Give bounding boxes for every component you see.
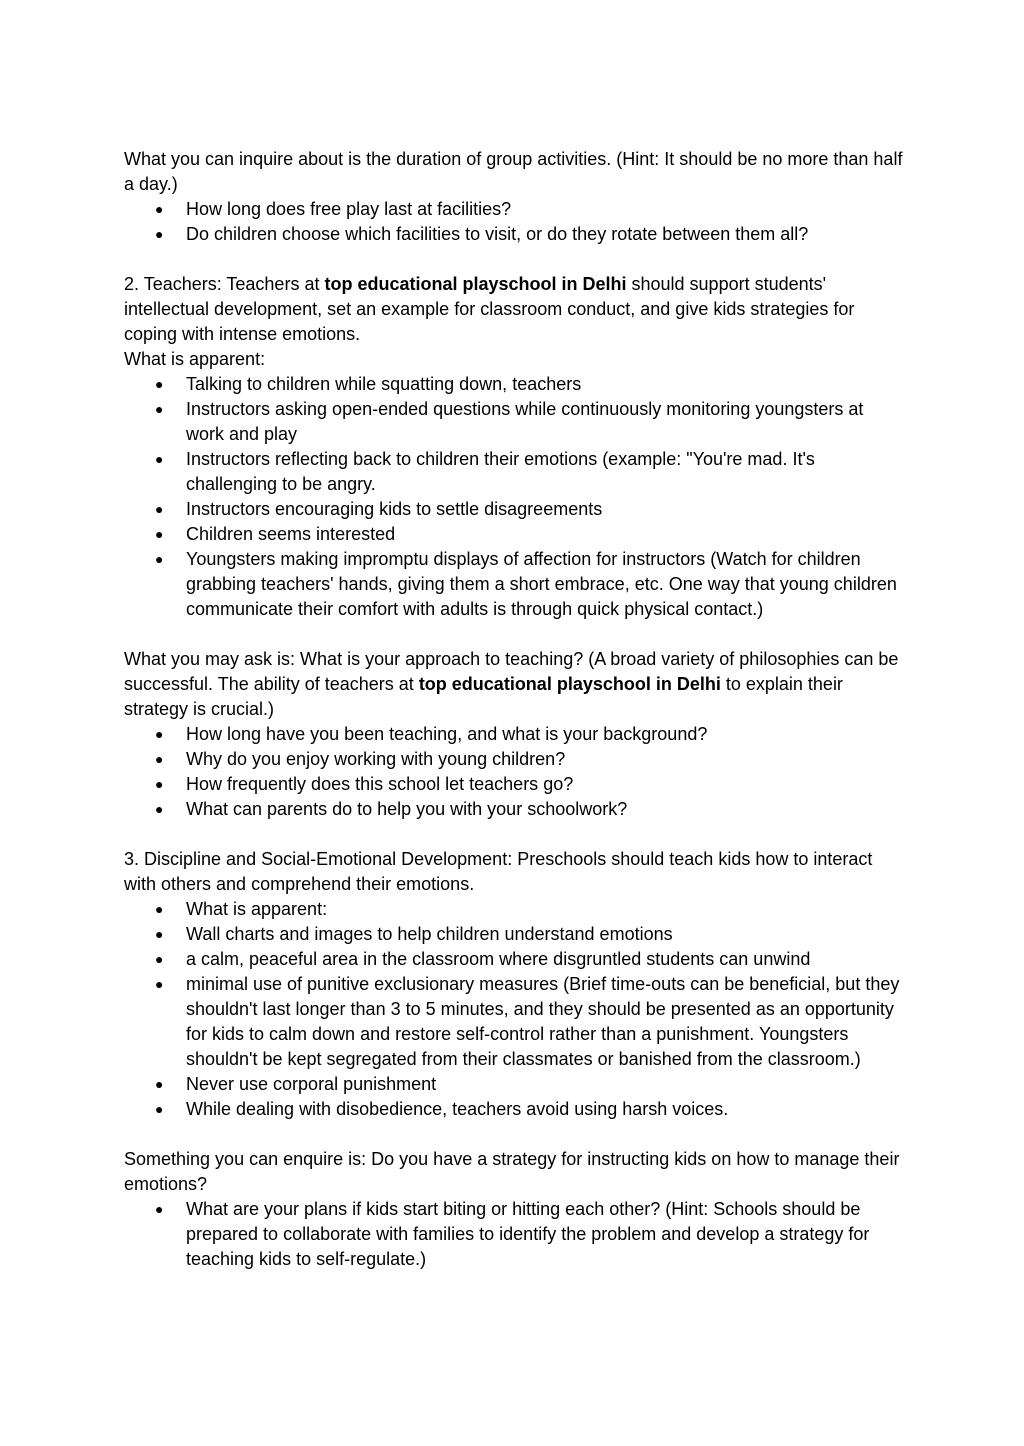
spacer — [124, 822, 904, 847]
apparent-label: What is apparent: — [124, 349, 266, 369]
list-item: ● While dealing with disobedience, teachers avoid using harsh voices. — [186, 1097, 904, 1122]
emotions-strategy-paragraph: Something you can enquire is: Do you have a strategy for instructing kids on how to manage their emotions? — [124, 1149, 900, 1194]
teachers-paragraph — [124, 272, 904, 347]
list-item: ● How long have you been teaching, and what is your background? — [186, 722, 904, 747]
list-item: ● Instructors asking open-ended questions while continuously monitoring youngsters at work and play — [186, 397, 904, 447]
teaching-questions-list — [124, 722, 904, 822]
list-item: ● Do children choose which facilities to visit, or do they rotate between them all? — [186, 222, 904, 247]
list-item: ● Why do you enjoy working with young children? — [186, 747, 904, 772]
list-item: ● Instructors encouraging kids to settle disagreements — [186, 497, 904, 522]
list-item: ● What are your plans if kids start biting or hitting each other? (Hint: Schools should be prepared to collaborate with families to identify the problem and develop a strategy for teaching kids to self-regulate.) — [186, 1197, 904, 1272]
emotions-strategy-list — [124, 1197, 904, 1272]
discipline-list — [124, 897, 904, 1122]
list-item: ● Instructors reflecting back to children their emotions (example: "You're mad. It's challenging to be angry. — [186, 447, 904, 497]
approach-keyword: top educational playschool in Delhi — [418, 674, 721, 694]
spacer — [124, 1122, 904, 1147]
discipline-paragraph: 3. Discipline and Social-Emotional Development: Preschools should teach kids how to interact with others and comprehend their emotions. — [124, 849, 873, 894]
list-item: ● Youngsters making impromptu displays of affection for instructors (Watch for children grabbing teachers' hands, giving them a short embrace, etc. One way that young children communicate their comfort with adults is through quick physical contact.) — [186, 547, 904, 622]
document-page — [124, 147, 904, 1272]
list-item: ● a calm, peaceful area in the classroom where disgruntled students can unwind — [186, 947, 904, 972]
list-item: ● What is apparent: — [186, 897, 904, 922]
list-item: ● minimal use of punitive exclusionary measures (Brief time-outs can be beneficial, but they shouldn't last longer than 3 to 5 minutes, and they should be presented as an opportunity for kids to calm down and restore self-control rather than a punishment. Youngsters shouldn't be kept segregated from their classmates or banished from the classroom.) — [186, 972, 904, 1072]
spacer — [124, 247, 904, 272]
approach-lead: What you may ask is: What is your approach to teaching? (A broad variety of philosophies can be successful. The ability of teachers at — [124, 649, 899, 694]
teachers-keyword: top educational playschool in Delhi — [324, 274, 627, 294]
list-item: ● What can parents do to help you with your schoolwork? — [186, 797, 904, 822]
list-item: ● How frequently does this school let teachers go? — [186, 772, 904, 797]
group-activities-list — [124, 197, 904, 247]
teachers-tail: should support students' intellectual development, set an example for classroom conduct, and give kids strategies for coping with intense emotions. — [124, 274, 855, 344]
list-item: ● Never use corporal punishment — [186, 1072, 904, 1097]
group-activities-paragraph: What you can inquire about is the duration of group activities. (Hint: It should be no more than half a day.) — [124, 149, 903, 194]
teaching-approach-paragraph — [124, 647, 904, 722]
spacer — [124, 622, 904, 647]
teachers-apparent-list — [124, 372, 904, 622]
list-item: ● Wall charts and images to help children understand emotions — [186, 922, 904, 947]
list-item: ● Talking to children while squatting down, teachers — [186, 372, 904, 397]
approach-tail: to explain their strategy is crucial.) — [124, 674, 843, 719]
list-item: ● Children seems interested — [186, 522, 904, 547]
teachers-lead: 2. Teachers: Teachers at — [124, 274, 325, 294]
list-item: ● How long does free play last at facilities? — [186, 197, 904, 222]
